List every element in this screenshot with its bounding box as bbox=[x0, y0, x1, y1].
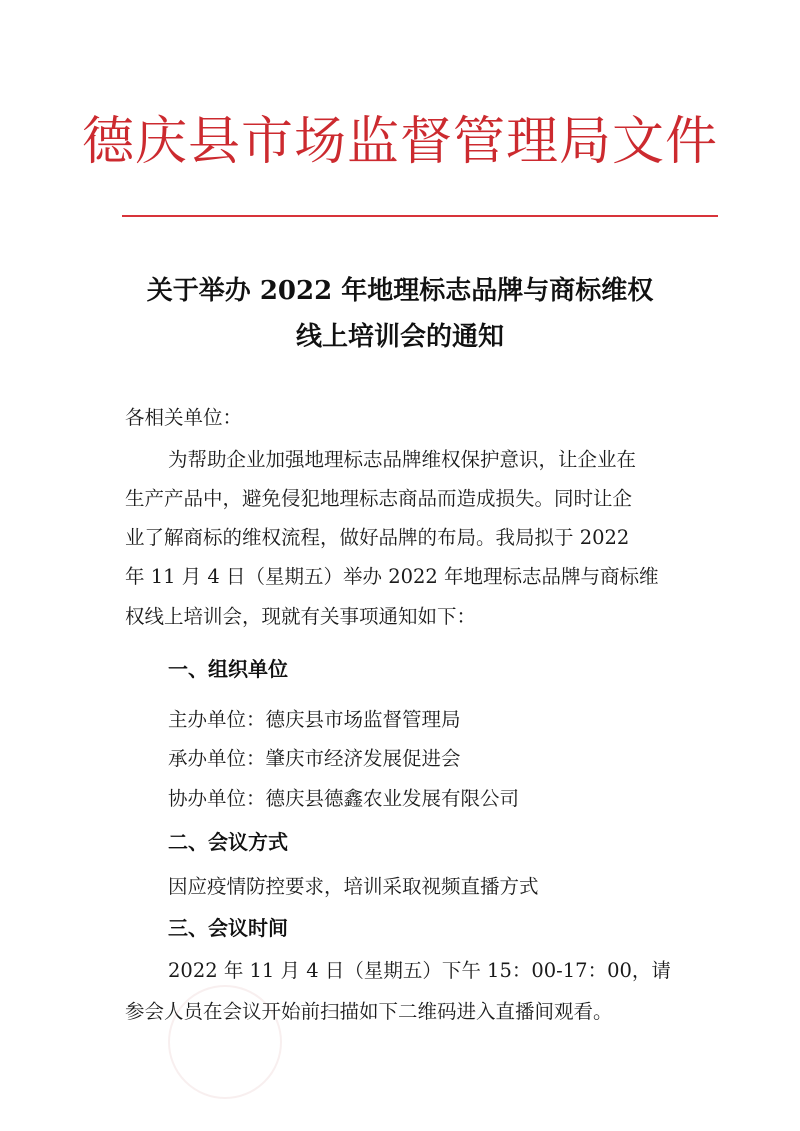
intro-paragraph-line: 生产产品中，避免侵犯地理标志商品而造成损失。同时让企 bbox=[125, 487, 633, 510]
section-heading-meeting-format: 二、会议方式 bbox=[168, 830, 288, 854]
red-separator-line bbox=[122, 215, 718, 217]
document-title bbox=[0, 268, 800, 360]
organizer-host: 主办单位：德庆县市场监督管理局 bbox=[168, 708, 461, 731]
meeting-time-line: 2022 年 11 月 4 日（星期五）下午 15：00-17：00，请 bbox=[168, 959, 671, 982]
faint-seal-mark bbox=[168, 985, 282, 1099]
organizer-co-host: 协办单位：德庆县德鑫农业发展有限公司 bbox=[168, 787, 520, 810]
section-heading-organizers: 一、组织单位 bbox=[168, 657, 288, 681]
intro-paragraph-line: 权线上培训会，现就有关事项通知如下： bbox=[125, 605, 477, 628]
document-title-line-1: 关于举办 2022 年地理标志品牌与商标维权 bbox=[146, 276, 654, 306]
salutation: 各相关单位： bbox=[125, 406, 243, 429]
intro-paragraph-line: 业了解商标的维权流程，做好品牌的布局。我局拟于 2022 bbox=[125, 526, 630, 549]
meeting-time-line: 参会人员在会议开始前扫描如下二维码进入直播间观看。 bbox=[125, 1000, 613, 1023]
meeting-format-text: 因应疫情防控要求，培训采取视频直播方式 bbox=[168, 875, 539, 898]
document-title-line-2: 线上培训会的通知 bbox=[295, 322, 504, 352]
intro-paragraph-line: 年 11 月 4 日（星期五）举办 2022 年地理标志品牌与商标维 bbox=[125, 565, 659, 588]
organizer-undertaker: 承办单位：肇庆市经济发展促进会 bbox=[168, 747, 461, 770]
agency-header-title: 德庆县市场监督管理局文件 bbox=[81, 112, 718, 172]
section-heading-meeting-time: 三、会议时间 bbox=[168, 916, 288, 940]
intro-paragraph-line: 为帮助企业加强地理标志品牌维权保护意识，让企业在 bbox=[168, 448, 637, 471]
